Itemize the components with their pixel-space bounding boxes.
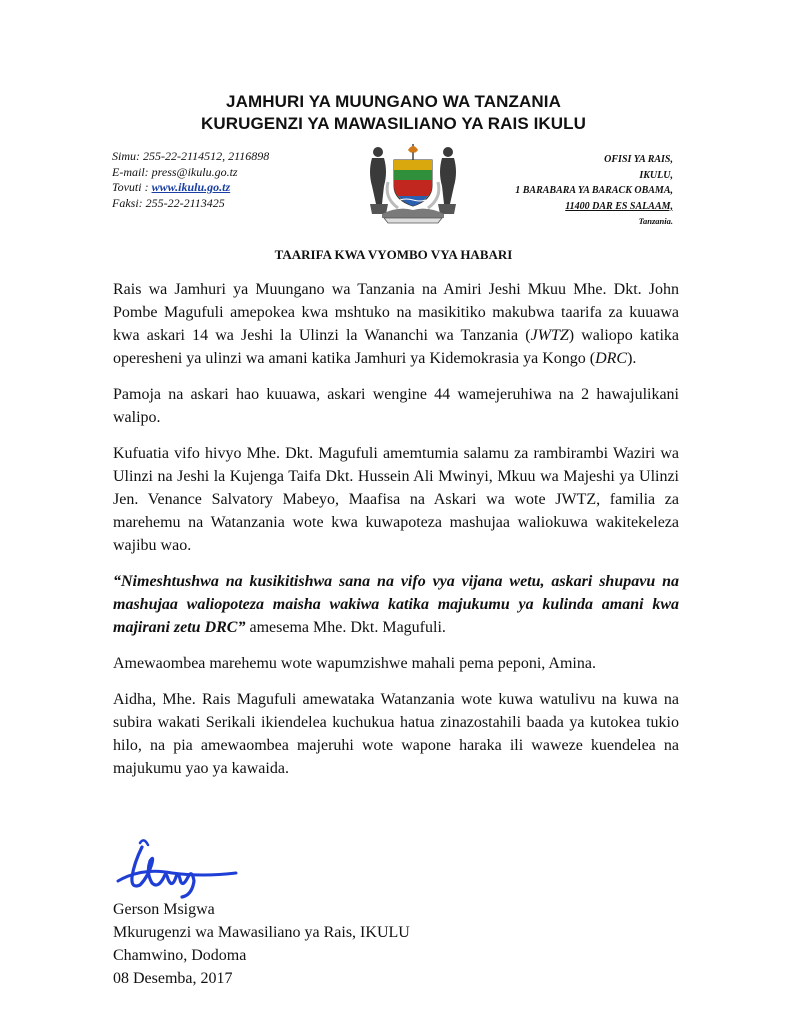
document-heading: TAARIFA KWA VYOMBO VYA HABARI xyxy=(274,247,513,262)
signoff-date: 08 Desemba, 2017 xyxy=(113,970,233,987)
address-line4: 11400 DAR ES SALAAM, xyxy=(565,200,673,212)
signoff-name: Gerson Msigwa xyxy=(113,901,215,918)
contact-website-label: Tovuti : xyxy=(112,180,152,194)
p1-drc: DRC xyxy=(595,350,628,367)
address-line5: Tanzania. xyxy=(638,216,673,226)
contact-website-link[interactable]: www.ikulu.go.tz xyxy=(151,180,231,194)
p1-text-b: ) waliopo katika operesheni ya ulinzi wa amani katika Jamhuri ya Kidemokrasia ya Kongo ( xyxy=(113,327,679,367)
contact-phone: Simu: 255-22-2114512, 2116898 xyxy=(112,149,270,163)
address-line2: IKULU, xyxy=(639,169,673,181)
address-line3: 1 BARABARA YA BARACK OBAMA, xyxy=(515,185,673,196)
contact-website-row xyxy=(112,180,269,196)
address-line1: OFISI YA RAIS, xyxy=(604,154,673,165)
p4-attribution: amesema Mhe. Dkt. Magufuli. xyxy=(245,619,446,636)
header-title-line2: KURUGENZI YA MAWASILIANO YA RAIS IKULU xyxy=(200,114,587,133)
contact-fax: Faksi: 255-22-2113425 xyxy=(112,195,225,210)
body-paragraph-4 xyxy=(113,570,679,639)
signoff-place: Chamwino, Dodoma xyxy=(113,947,247,964)
signoff-block xyxy=(113,898,410,990)
contact-block xyxy=(112,149,269,211)
header-title-line1: JAMHURI YA MUUNGANO WA TANZANIA xyxy=(226,92,561,111)
body-paragraph-6: Aidha, Mhe. Rais Magufuli amewataka Watanzania wote kuwa watulivu na kuwa na subira wakati Serikali ikiendelea kuchukua hatua zinazostahili baada ya kutokea tukio hilo, na pia amewaombea majeruhi wote wapone haraka ili waweze kuendelea na majukumu yao ya kawaida. xyxy=(113,691,679,777)
signoff-title: Mkurugenzi wa Mawasiliano ya Rais, IKULU xyxy=(113,924,410,941)
p1-text-c: ). xyxy=(627,350,637,367)
handwritten-signature xyxy=(112,833,240,903)
body-paragraph-3: Kufuatia vifo hivyo Mhe. Dkt. Magufuli amemtumia salamu za rambirambi Waziri wa Ulinzi na Jeshi la Kujenga Taifa Dkt. Hussein Ali Mwinyi, Mkuu wa Majeshi ya Ulinzi Jen. Venance Salvatory Mabeyo, Maafisa na Askari wa wote JWTZ, familia za marehemu na Watanzania wote kwa kuwapoteza mashujaa waliokuwa wakitekeleza wajibu wao. xyxy=(113,445,679,554)
body-paragraph-2: Pamoja na askari hao kuuawa, askari wengine 44 wamejeruhiwa na 2 hawajulikani walipo. xyxy=(113,386,679,426)
p1-text-a: Rais wa Jamhuri ya Muungano wa Tanzania na Amiri Jeshi Mkuu Mhe. Dkt. John Pombe Magufuli amepokea kwa mshtuko na masikitiko makubwa taarifa za kuuawa kwa askari 14 wa Jeshi la Ulinzi la Wananchi wa Tanzania ( xyxy=(113,281,679,344)
coat-of-arms-icon xyxy=(354,142,472,224)
address-block xyxy=(473,152,673,230)
document-body xyxy=(113,278,679,793)
body-paragraph-1 xyxy=(113,278,679,370)
p1-jwtz: JWTZ xyxy=(530,327,569,344)
contact-email: E-mail: press@ikulu.go.tz xyxy=(112,164,238,179)
body-paragraph-5: Amewaombea marehemu wote wapumzishwe mahali pema peponi, Amina. xyxy=(113,655,596,672)
president-quote: “Nimeshtushwa na kusikitishwa sana na vifo vya vijana wetu, askari shupavu na mashujaa waliopoteza maisha wakiwa katika majukumu ya kulinda amani kwa majirani zetu DRC” xyxy=(113,573,679,636)
